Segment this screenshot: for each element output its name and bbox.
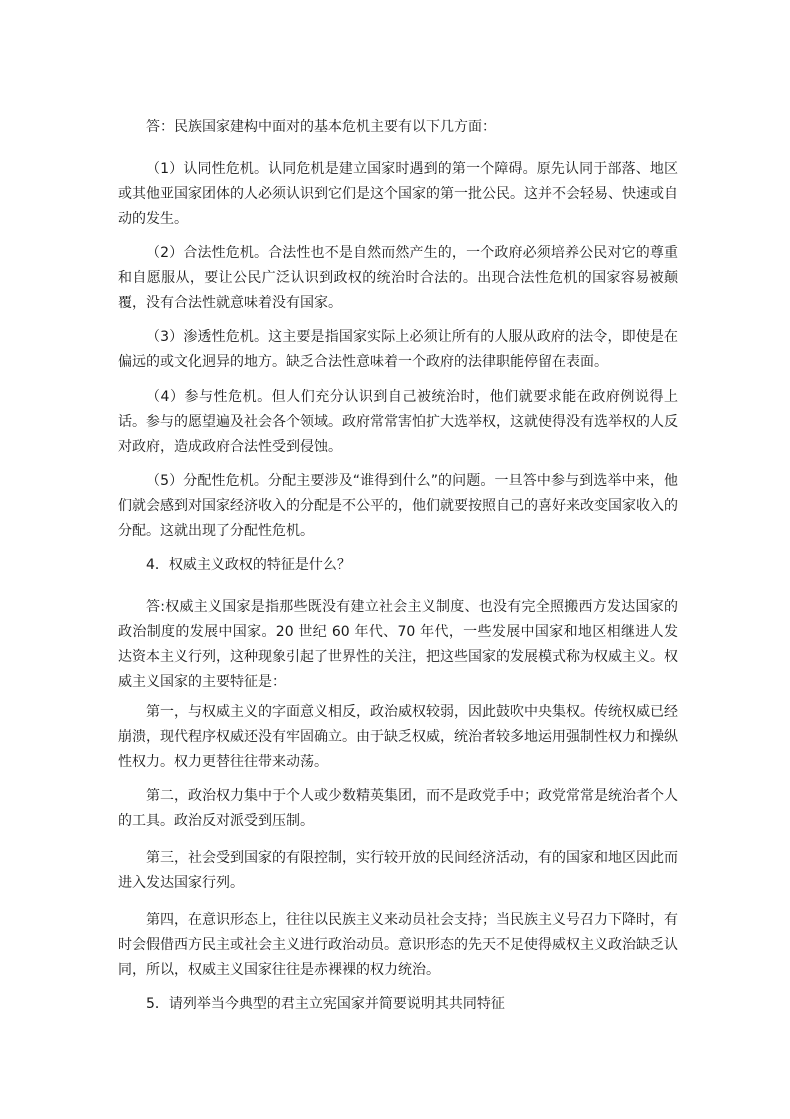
feature-fourth-paragraph: 第四，在意识形态上，往往以民族主义来动员社会支持；当民族主义号召力下降时，有时会假借西方民主或社会主义进行政治动员。意识形态的先天不足使得威权主义政治缺乏认同，所以，权威主义国家往往是赤裸裸的权力统治。 [118,912,678,978]
participation-crisis-paragraph: （4）参与性危机。但人们充分认识到自己被统治时，他们就要求能在政府例说得上话。参与的愿望遍及社会各个领域。政府常常害怕扩大选举权，这就使得没有选举权的人反对政府，造成政府合法性受到侵蚀。 [118,389,678,455]
legitimacy-crisis-paragraph: （2）合法性危机。合法性也不是自然而然产生的，一个政府必须培养公民对它的尊重和自愿服从，要让公民广泛认识到政权的统治时合法的。出现合法性危机的国家容易被颠覆，没有合法性就意味着没有国家。 [118,245,678,311]
feature-second-paragraph: 第二，政治权力集中于个人或少数精英集团，而不是政党手中；政党常常是统治者个人的工具。政治反对派受到压制。 [118,788,678,829]
identity-crisis-paragraph: （1）认同性危机。认同危机是建立国家时遇到的第一个障碍。原先认同于部落、地区或其他亚国家团体的人必须认识到它们是这个国家的第一批公民。这并不会轻易、快速或自动的发生。 [118,161,678,227]
feature-third-paragraph: 第三，社会受到国家的有限控制，实行较开放的民间经济活动，有的国家和地区因此而进入发达国家行列。 [118,850,678,891]
distribution-crisis-paragraph: （5）分配性危机。分配主要涉及“谁得到什么”的问题。一旦答中参与到选举中来，他们就会感到对国家经济收入的分配是不公平的，他们就要按照自己的喜好来改变国家收入的分配。这就出现了分配性危机。 [118,473,678,539]
question-5-heading: 5．请列举当今典型的君主立宪国家并简要说明其共同特征 [146,996,505,1012]
answer-intro: 答：民族国家建构中面对的基本危机主要有以下几方面： [146,119,496,135]
question-4-heading: 4．权威主义政权的特征是什么？ [146,557,351,573]
penetration-crisis-paragraph: （3）渗透性危机。这主要是指国家实际上必须让所有的人服从政府的法令，即使是在偏远的或文化迥异的地方。缺乏合法性意味着一个政府的法律职能停留在表面。 [118,329,678,370]
authoritarian-answer-intro: 答:权威主义国家是指那些既没有建立社会主义制度、也没有完全照搬西方发达国家的政治制度的发展中国家。20 世纪 60 年代、70 年代，一些发展中国家和地区相继进人发达资本主义行列，这种现象引起了世界性的关注，把这些国家的发展模式称为权威主义。权威主义国家的主要特征是： [118,599,678,690]
feature-first-paragraph: 第一，与权威主义的字面意义相反，政治威权较弱，因此鼓吹中央集权。传统权威已经崩溃，现代程序权威还没有牢固确立。由于缺乏权威，统治者较多地运用强制性权力和操纵性权力。权力更替往往带来动荡。 [118,704,678,770]
